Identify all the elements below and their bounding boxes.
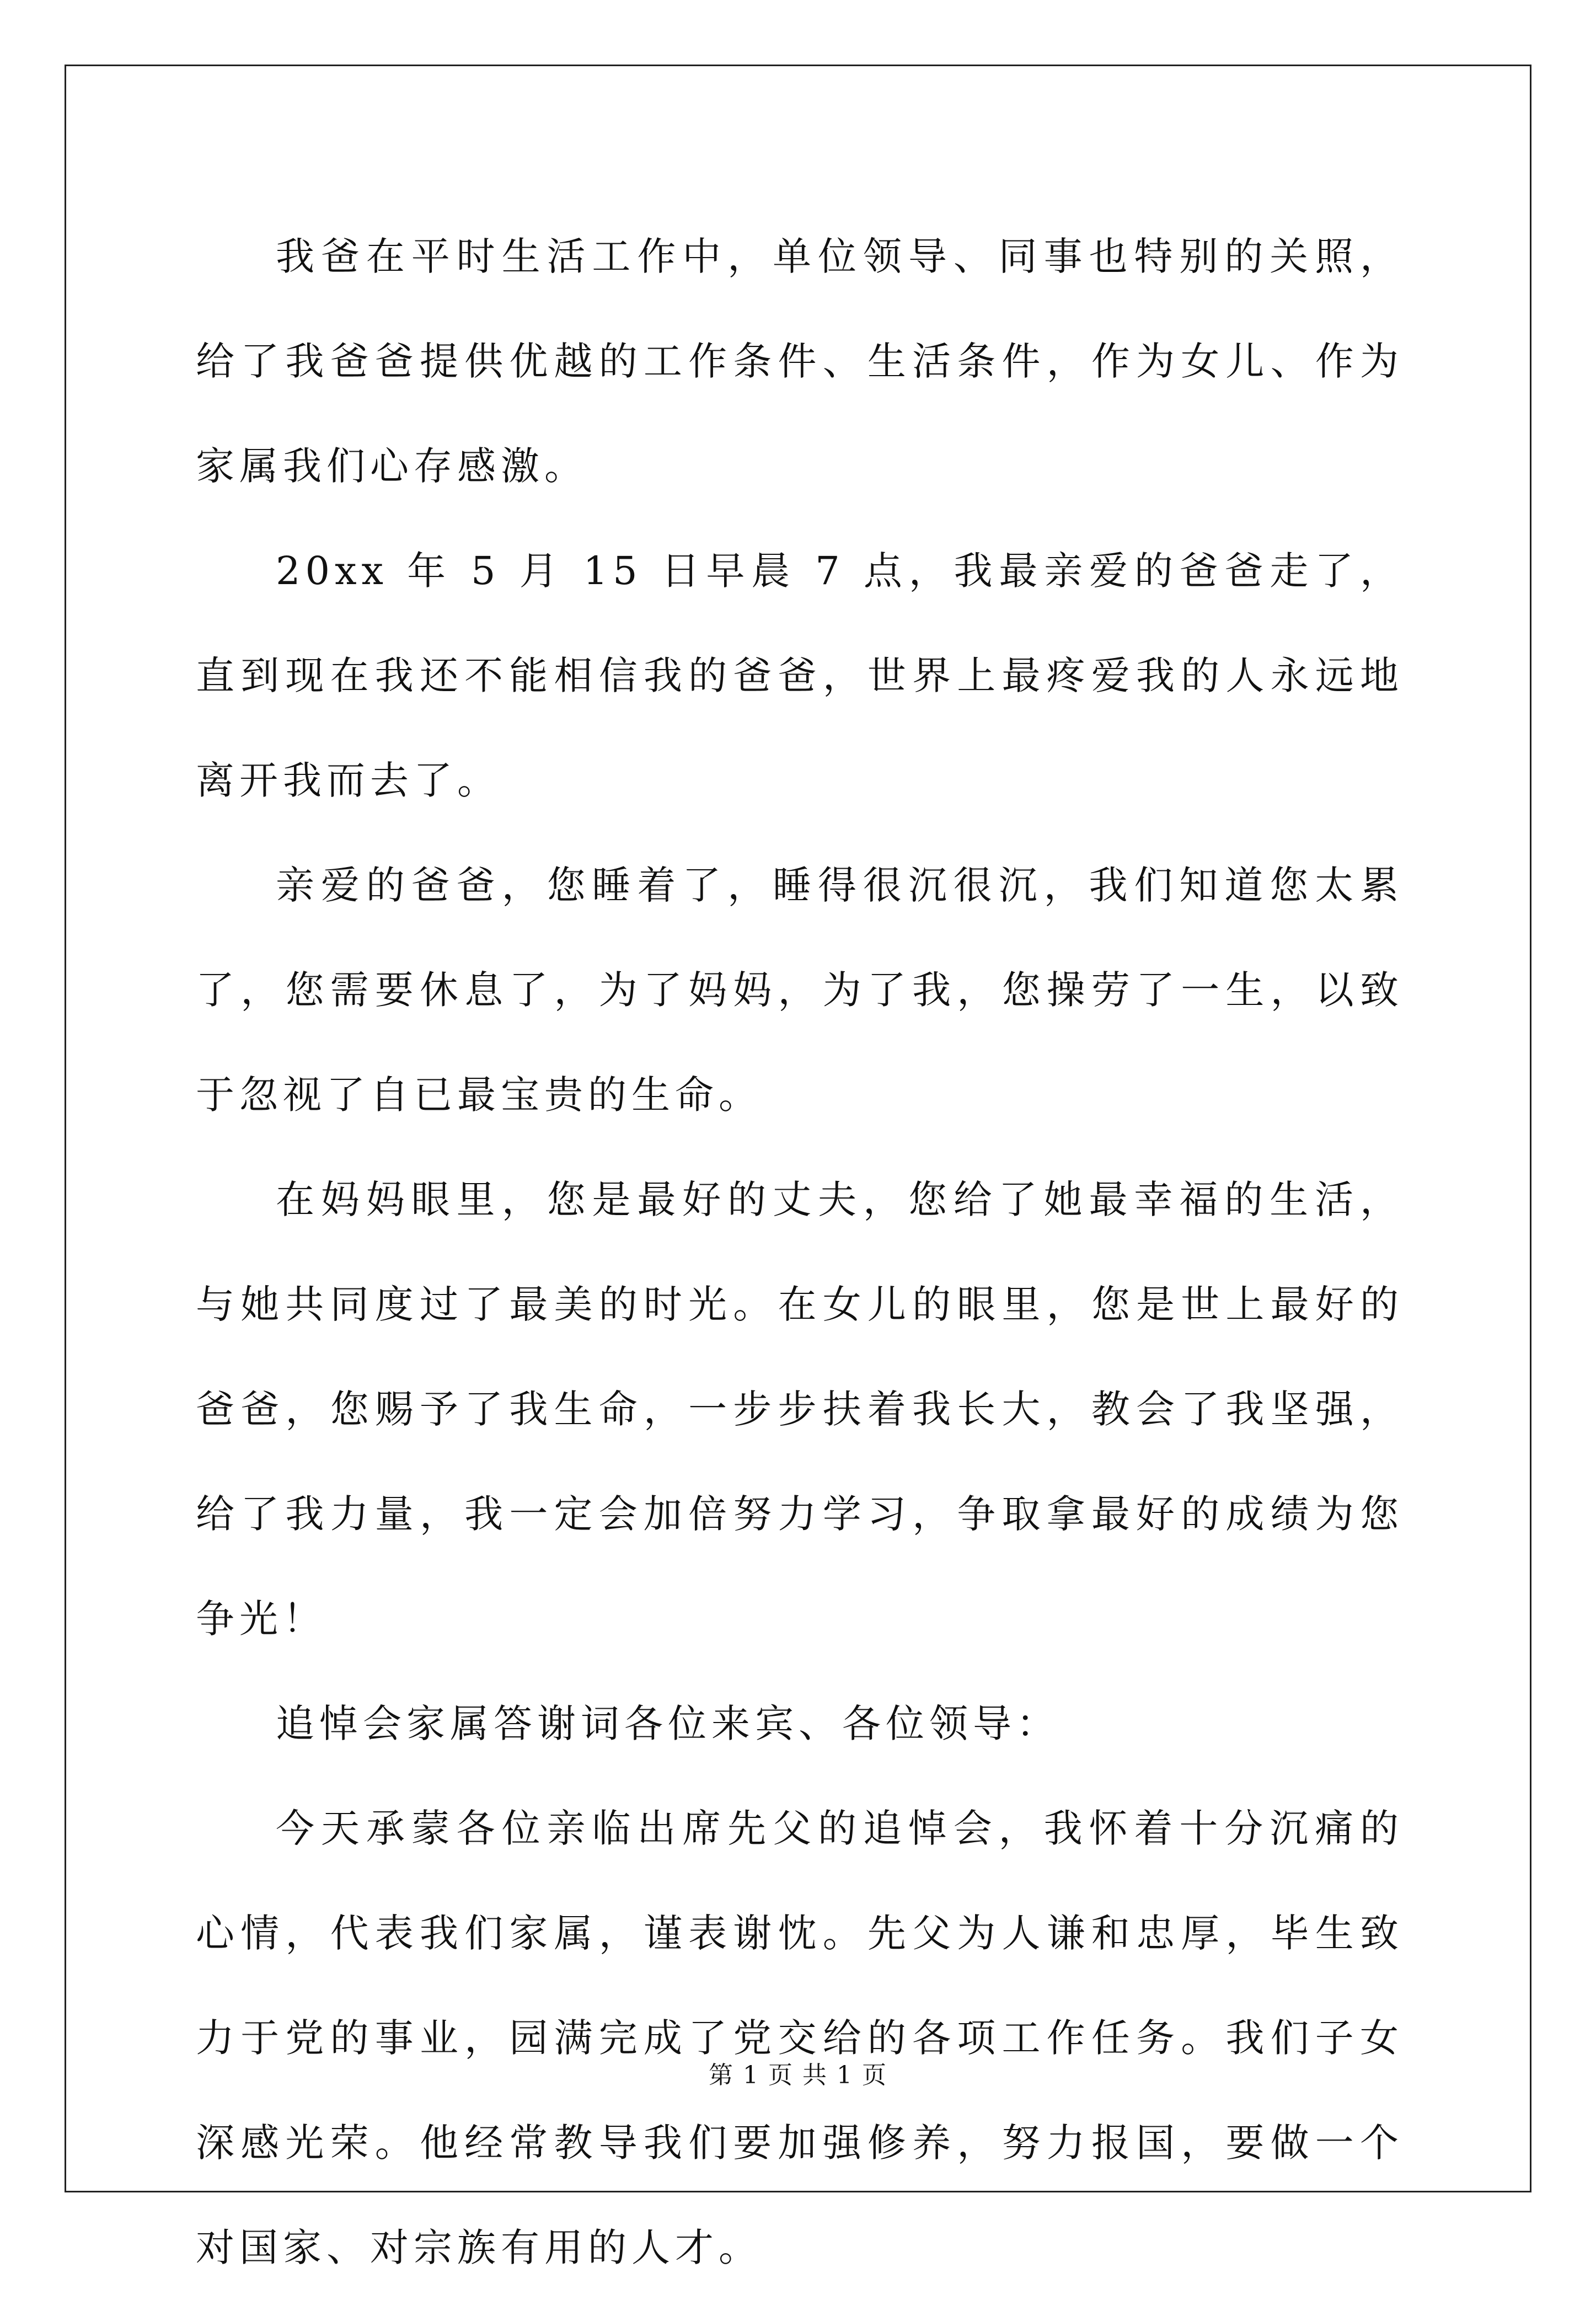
paragraph: 在妈妈眼里，您是最好的丈夫，您给了她最幸福的生活，与她共同度过了最美的时光。在女儿的眼里，您是世上最好的爸爸，您赐予了我生命，一步步扶着我长大，教会了我坚强，给了我力量，我一定会加倍努力学习，争取拿最好的成绩为您争光！ — [196, 1177, 1404, 1641]
paragraph: 20xx 年 5 月 15 日早晨 7 点，我最亲爱的爸爸走了，直到现在我还不能相信我的爸爸，世界上最疼爱我的人永远地离开我而去了。 — [196, 548, 1404, 803]
paragraph: 今天承蒙各位亲临出席先父的追悼会，我怀着十分沉痛的心情，代表我们家属，谨表谢忱。先父为人谦和忠厚，毕生致力于党的事业，园满完成了党交给的各项工作任务。我们子女深感光荣。他经常教导我们要加强修养，努力报国，要做一个对国家、对宗族有用的人才。 — [196, 1806, 1404, 2270]
paragraph: 追悼会家属答谢词各位来宾、各位领导： — [276, 1701, 1060, 1746]
page-number-footer: 第 1 页 共 1 页 — [709, 2061, 887, 2089]
paragraph: 亲爱的爸爸，您睡着了，睡得很沉很沉，我们知道您太累了，您需要休息了，为了妈妈，为了我，您操劳了一生，以致于忽视了自已最宝贵的生命。 — [196, 863, 1404, 1117]
paragraph: 我爸在平时生活工作中，单位领导、同事也特别的关照，给了我爸爸提供优越的工作条件、生活条件，作为女儿、作为家属我们心存感激。 — [196, 234, 1404, 489]
document-body — [196, 204, 1404, 2300]
